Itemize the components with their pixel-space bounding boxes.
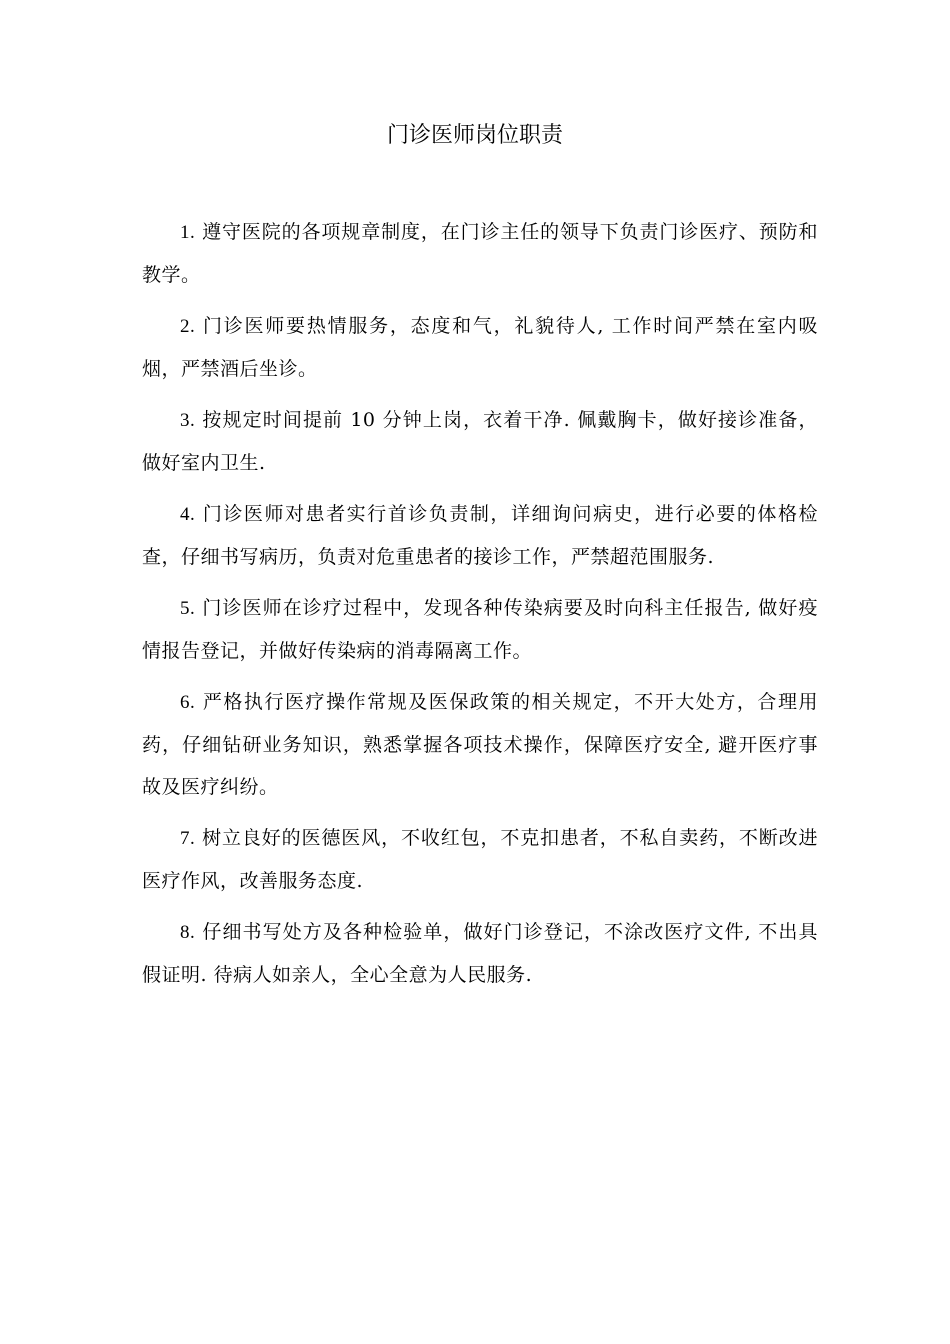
item-number: 3. [180, 410, 196, 431]
item-text: 按规定时间提前 10 分钟上岗，衣着干净. 佩戴胸卡，做好接诊准备，做好室内卫生. [142, 409, 818, 474]
item-text: 门诊医师对患者实行首诊负责制，详细询问病史，进行必要的体格检查，仔细书写病历，负责对危重患者的接诊工作，严禁超范围服务. [142, 503, 818, 568]
item-text: 遵守医院的各项规章制度，在门诊主任的领导下负责门诊医疗、预防和教学。 [142, 221, 818, 286]
item-text: 门诊医师在诊疗过程中，发现各种传染病要及时向科主任报告, 做好疫情报告登记，并做好传染病的消毒隔离工作。 [142, 597, 818, 662]
duty-item-3 [142, 399, 818, 484]
document-body [142, 211, 818, 1005]
item-text: 仔细书写处方及各种检验单，做好门诊登记，不涂改医疗文件, 不出具假证明. 待病人如亲人，全心全意为人民服务. [142, 921, 818, 986]
duty-item-5 [142, 587, 818, 672]
item-number: 8. [180, 922, 196, 943]
item-number: 2. [180, 316, 196, 337]
item-text: 严格执行医疗操作常规及医保政策的相关规定，不开大处方，合理用药，仔细钻研业务知识，熟悉掌握各项技术操作，保障医疗安全, 避开医疗事故及医疗纠纷。 [142, 691, 818, 798]
item-number: 6. [180, 692, 196, 713]
duty-item-1 [142, 211, 818, 296]
item-number: 1. [180, 222, 196, 243]
item-text: 门诊医师要热情服务，态度和气，礼貌待人, 工作时间严禁在室内吸烟，严禁酒后坐诊。 [142, 315, 818, 380]
duty-item-6 [142, 681, 818, 808]
duty-item-2 [142, 305, 818, 390]
item-number: 4. [180, 504, 196, 525]
duty-item-8 [142, 911, 818, 996]
duty-item-4 [142, 493, 818, 578]
item-number: 7. [180, 828, 196, 849]
item-text: 树立良好的医德医风，不收红包，不克扣患者，不私自卖药，不断改进医疗作风，改善服务态度. [142, 827, 818, 892]
duty-item-7 [142, 817, 818, 902]
page-title: 门诊医师岗位职责 [386, 123, 563, 148]
item-number: 5. [180, 598, 196, 619]
